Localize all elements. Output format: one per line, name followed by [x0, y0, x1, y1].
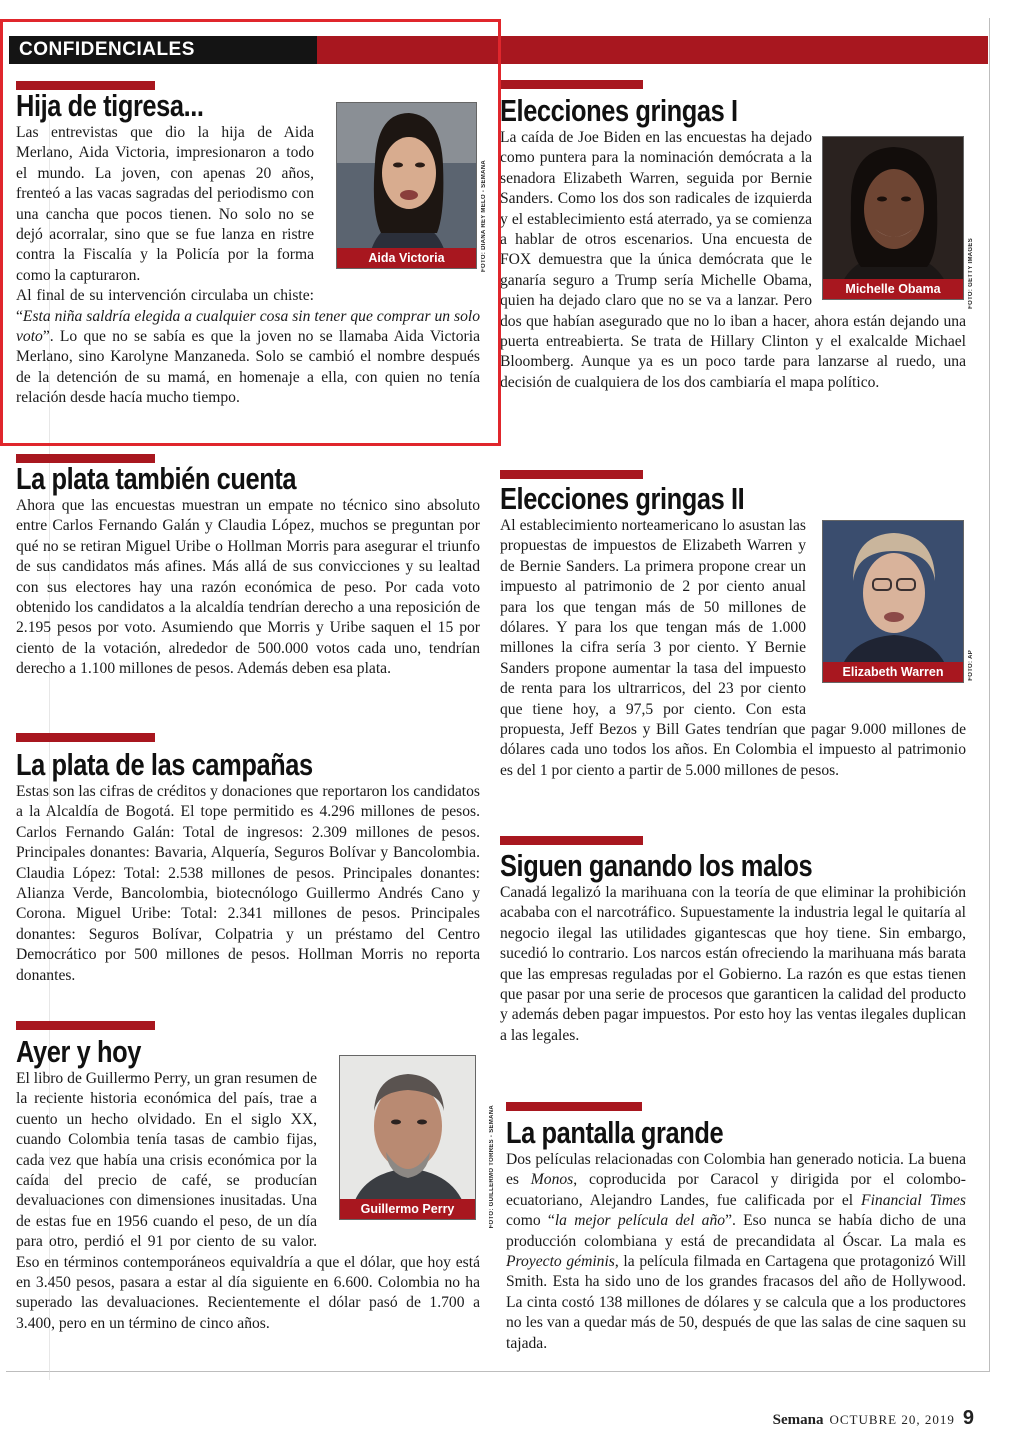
- article-body: Ahora que las encuestas muestran un empate no técnico sino absoluto entre Carlos Fernando Galán y Claudia López, muchos se preguntan por qué no se retiran Miguel Uribe o Hollman Morris para asegurar el triunfo de sus candidatos más afines. Más allá de sus convicciones y su lealtad con sus electores hay una razón económica de peso. Por cada voto obtenido los candidatos a la alcaldía tendrían derecho a una reposición de 2.195 pesos por voto. Asumiendo que Morris y Uribe saquen el 15 por ciento de la votación, alrededor de 500.000 votos cada uno, tendrían derecho a 1.100 millones de pesos. Además deben esa plata.: [16, 497, 480, 678]
- photo-caption: Elizabeth Warren: [823, 662, 963, 682]
- title-italic: Financial Times: [861, 1191, 966, 1209]
- headline: La plata también cuenta: [16, 461, 297, 496]
- title-italic: Proyecto géminis: [506, 1253, 615, 1271]
- magazine-name: Semana: [772, 1412, 824, 1428]
- portrait-image: [823, 137, 964, 300]
- photo-caption: Guillermo Perry: [340, 1199, 475, 1219]
- photo-michelle-obama: [822, 136, 964, 300]
- article-plata-tambien-cuenta: [16, 462, 480, 680]
- article-body: [506, 1150, 966, 1354]
- paragraph: Al final de su intervención circulaba un chiste: “: [16, 287, 314, 325]
- paragraph: ”. Lo que no se sabía es que la joven no se llamaba Aida Victoria Merlano, sino Karolyne Manzaneda. Solo se cambió el nombre después de la detención de su mamá, en homenaje a ella, con quien no tenía relación desde hacía mucho tiempo.: [16, 328, 480, 407]
- headline: Elecciones gringas II: [500, 481, 745, 516]
- paragraph: La caída de Joe Biden en las encuestas ha dejado como puntera para la nominación demócrata a la senadora Elizabeth Warren, seguida por Bernie Sanders. Como los dos son radicales de izquierda y el establecimiento está aterrado, ya se comienza a hablar de otros escenarios. Una encuesta de FOX demuestra que la única demócrata que le ganaría seguro a Trump sería Michelle Obama, quien ha dejado claro que no se va a lanzar. Pero dos que habían asegurado que no lo iban a hacer, ahora están dejando una puerta entreabierta. Se trata de Hillary Clinton y el exalcalde Michael Bloomberg. Aunque ya es un poco tarde para lanzarse al ruedo, una decisión de cualquiera de los dos cambiaría el mapa político.: [500, 129, 966, 391]
- photo-credit: FOTO: AP: [968, 650, 974, 681]
- article-body: Canadá legalizó la marihuana con la teoría de que eliminar la prohibición acababa con el narcotráfico. Supuestamente la industria legal le quitaría al negocio ilegal las utilidades gigantescas que hoy tiene. Sin embargo, sucedió lo contrario. Los narcos están ofreciendo la marihuana más barata que las empresas reguladas por el Gobierno. La razón es que estas tienen que pasar por una serie de procesos que garanticen la calidad del producto y además deben pagar impuestos. Por esto hoy las ventas ilegales duplican a las legales.: [500, 884, 966, 1044]
- article-la-pantalla-grande: [506, 1116, 966, 1354]
- headline: Siguen ganando los malos: [500, 848, 813, 883]
- article-siguen-ganando-los-malos: [500, 849, 966, 1046]
- article-body: Estas son las cifras de créditos y donaciones que reportaron los candidatos a la Alcaldía de Bogotá. El tope permitido es 4.296 millones de pesos. Carlos Fernando Galán: Total de ingresos: 2.309 millones de pesos. Principales donantes: Bavaria, Alquería, Seguros Bolívar y Bancolombia. Claudia López: Total: 2.538 millones de pesos. Principales donantes: Alianza Verde, Bancolombia, biotecnólogo Guillermo Andrés Cano y Corona. Miguel Uribe: Total: 2.341 millones de pesos. Principales donantes: Seguros Bolívar, Colpatria y un préstamo del Centro Democrático por 500 millones de pesos. Hollman Morris no reporta donantes.: [16, 783, 480, 984]
- headline: Elecciones gringas I: [500, 93, 738, 128]
- text: ”. Eso nunca se había dicho de una producción colombiana y está de precandidata al Óscar. La mala es: [506, 1212, 966, 1250]
- paragraph: Al establecimiento norteamericano lo asustan las propuestas de impuestos de Elizabeth Warren y de Bernie Sanders. La primera propone crear un impuesto al patrimonio de 2 por ciento anual para los que tengan más de 50 millones de dólares. Y para los que tengan más de 1.000 millones la cifra sería 3 por ciento. Y Bernie Sanders propone aumentar la tasa del impuesto de renta para los ultrarricos, del 23 por ciento que tiene hoy, a 97,5 por ciento. Con esta propuesta, Jeff Bezos y Bill Gates tendrían que pagar 9.000 millones de dólares cada uno todos los años. En Colombia el impuesto al patrimonio es del 1 por ciento a partir de 5.000 millones de pesos.: [500, 517, 966, 779]
- section-label: CONFIDENCIALES: [9, 36, 317, 64]
- portrait-image: [340, 1056, 476, 1220]
- text: como “: [506, 1212, 555, 1230]
- page-number: 9: [962, 1407, 974, 1429]
- photo-credit: FOTO: DIANA REY MELO - SEMANA: [481, 160, 487, 272]
- text: , la película filmada en Cartagena que protagonizó Will Smith. Esta ha sido uno de los grandes fracasos del año de Hollywood. La cinta costó 138 millones de dólares y se calcula que a los productores no les van a quedar más de 50, después de que las salas de cine saquen su tajada.: [506, 1253, 966, 1352]
- tag-bar: [500, 80, 643, 89]
- title-italic: Monos: [530, 1171, 574, 1189]
- page-footer: [773, 1407, 974, 1430]
- tag-bar: [500, 836, 643, 845]
- photo-aida-victoria: [336, 102, 477, 269]
- headline: La plata de las campañas: [16, 747, 313, 782]
- headline: Ayer y hoy: [16, 1034, 141, 1069]
- headline: La pantalla grande: [506, 1115, 724, 1150]
- article-plata-campanas: [16, 748, 480, 986]
- photo-guillermo-perry: [339, 1055, 476, 1220]
- photo-elizabeth-warren: [822, 520, 964, 683]
- photo-credit: FOTO: GUILLERMO TORRES - SEMANA: [489, 1105, 495, 1229]
- photo-caption: Michelle Obama: [823, 279, 963, 299]
- portrait-image: [337, 103, 477, 269]
- portrait-image: [823, 521, 964, 683]
- photo-caption: Aida Victoria: [337, 248, 476, 268]
- paragraph: El libro de Guillermo Perry, un gran resumen de la reciente historia económica del país, trae a cuento un hecho olvidado. En el siglo XX, cuando Colombia tenía tasas de cambio fijas, cada vez que había una crisis económica por la caída del precio de café, se producían devaluaciones con dimensiones inusitadas. Una de estas fue en 1956 cuando el peso, de un día para otro, perdió el 91 por ciento de su valor. Eso en términos contemporáneos equivaldría a que el dólar, que hoy está en 3.450 pesos, pasara a estar al día siguiente en 6.600. Colombia no ha superado las devaluaciones. Recientemente el dólar pasó de 1.700 a 3.400, pero en un término de cinco años.: [16, 1070, 480, 1332]
- tag-bar: [506, 1102, 642, 1111]
- issue-date: OCTUBRE 20, 2019: [829, 1412, 955, 1427]
- tag-bar: [16, 1021, 155, 1030]
- tag-bar: [500, 470, 643, 479]
- text: , coproducida por Caracol y dirigida por el colombo-ecuatoriano, Alejandro Landes, fue calificada por el: [506, 1171, 966, 1209]
- paragraph: Las entrevistas que dio la hija de Aida Merlano, Aida Victoria, impresionaron a todo el mundo. La joven, con apenas 20 años, frenteó a las vacas sagradas del periodismo con una cancha que pocos tienen. No solo no se dejó acorralar, sino que se fue lanza en ristre contra la Fiscalía y la Policía por la forma como la capturaron.: [16, 124, 314, 284]
- quote: la mejor película del año: [554, 1212, 726, 1230]
- headline: Hija de tigresa...: [16, 88, 204, 123]
- text: Dos películas relacionadas con Colombia han generado noticia. La buena es: [506, 1151, 966, 1189]
- quote: Esta niña saldría elegida a cualquier cosa sin tener que comprar un solo voto: [16, 307, 480, 346]
- photo-credit: FOTO: GETTY IMAGES: [968, 238, 974, 309]
- tag-bar: [16, 733, 155, 742]
